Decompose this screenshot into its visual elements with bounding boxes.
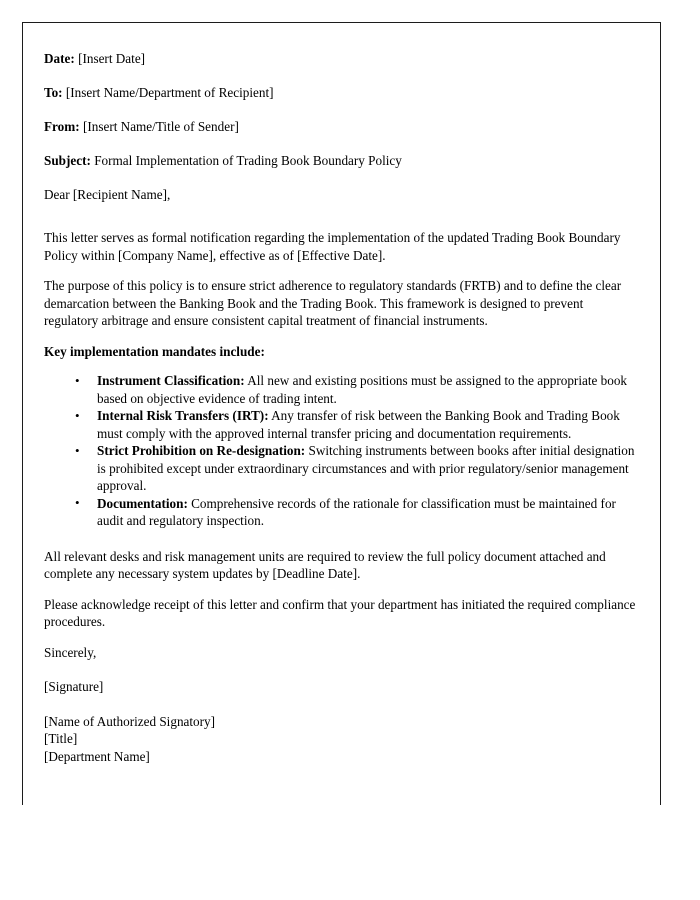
list-item-lead: Instrument Classification: [97, 373, 245, 388]
list-item-lead: Documentation: [97, 495, 188, 511]
signatory-name: [Name of Authorized Signatory] [44, 713, 216, 729]
spacer [44, 661, 640, 678]
paragraph-intro: This letter serves as formal notification regarding the implementation of the updated Trading Book Boundary Policy within [Company Name], effective as of [Effective Date]. [44, 230, 621, 263]
header-field-date-value: [Insert Date] [78, 51, 146, 66]
header-field-to-value: [Insert Name/Department of Recipient] [65, 85, 274, 100]
signature-placeholder: [Signature] [44, 679, 104, 694]
header-field-subject [44, 153, 640, 169]
list-item [75, 407, 640, 442]
signatory-title: [Title] [44, 731, 78, 746]
header-field-to [44, 85, 640, 101]
list-item [75, 495, 640, 530]
paragraph-purpose: The purpose of this policy is to ensure strict adherence to regulatory standards (FRTB) and to define the clear demarcation between the Banking Book and the Trading Book. This framework is designed to prevent regulatory arbitrage and ensure consistent capital treatment of financial instruments. [44, 278, 622, 328]
salutation: Dear [Recipient Name], [44, 187, 171, 202]
letter-page [22, 22, 661, 805]
spacer [44, 631, 640, 644]
header-field-from-value: [Insert Name/Title of Sender] [82, 119, 239, 134]
header-field-subject-label: Subject: [44, 153, 91, 168]
list-item-text: All new and existing positions must be assigned to the appropriate book based on objective evidence of trading intent. [97, 373, 628, 406]
spacer [44, 583, 640, 596]
spacer [44, 696, 640, 713]
mandates-list [44, 372, 640, 530]
spacer [44, 530, 640, 548]
header-field-to-label: To: [44, 85, 63, 100]
spacer [44, 67, 640, 85]
signature-block [44, 644, 640, 766]
spacer [44, 101, 640, 119]
letter-body [44, 23, 640, 805]
paragraph-acknowledgement: Please acknowledge receipt of this letter and confirm that your department has initiated the required compliance procedures. [44, 596, 636, 629]
letter-header-block [44, 51, 640, 203]
spacer [44, 135, 640, 153]
header-field-subject-value: Formal Implementation of Trading Book Boundary Policy [94, 153, 402, 168]
signatory-department: [Department Name] [44, 748, 150, 764]
list-item-lead: Internal Risk Transfers (IRT): [97, 408, 269, 423]
list-item [75, 442, 640, 495]
header-field-from-label: From: [44, 119, 80, 134]
header-field-date-label: Date: [44, 51, 75, 66]
spacer [44, 169, 640, 187]
valediction: Sincerely, [44, 644, 97, 660]
paragraph-action-required: All relevant desks and risk management units are required to review the full policy document attached and complete any necessary system updates by [Deadline Date]. [44, 548, 606, 581]
spacer [44, 360, 640, 372]
spacer [44, 203, 640, 229]
list-item-text: Comprehensive records of the rationale for classification must be maintained for audit and regulatory inspection. [97, 495, 616, 528]
list-item-lead: Strict Prohibition on Re-designation: [97, 443, 306, 458]
top-spacer [44, 23, 640, 51]
list-item [75, 372, 640, 407]
header-field-date [44, 51, 640, 67]
list-item-text: Any transfer of risk between the Banking Book and Trading Book must comply with the approved internal transfer pricing and documentation requirements. [97, 408, 620, 441]
list-item-text: Switching instruments between books after initial designation is prohibited except under extraordinary circumstances and with prior regulatory/senior management approval. [97, 443, 635, 493]
mandates-heading: Key implementation mandates include: [44, 343, 265, 359]
header-field-from [44, 119, 640, 135]
spacer [44, 264, 640, 277]
spacer [44, 330, 640, 343]
